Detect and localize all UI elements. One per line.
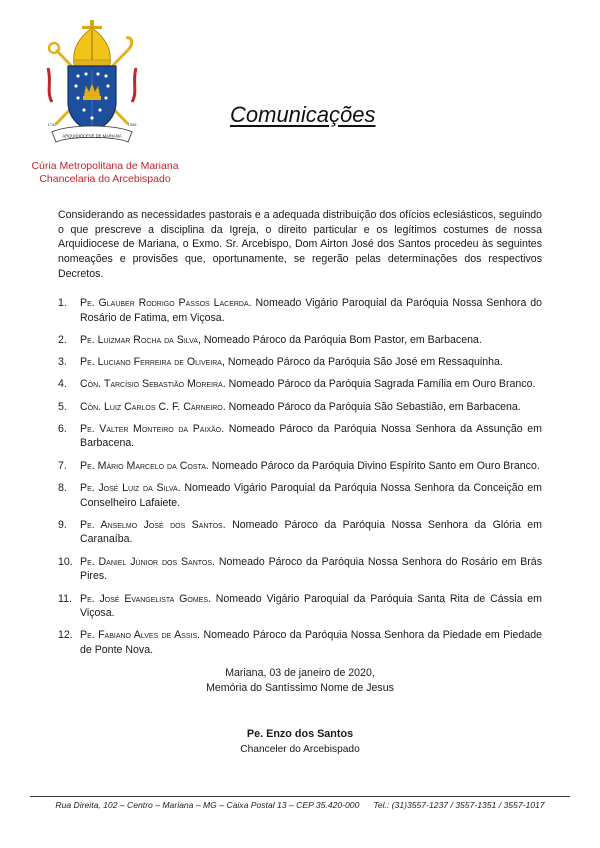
item-number: 2. xyxy=(58,333,67,346)
appointee-name: Pe. Fabiano Alves de Assis xyxy=(80,629,198,642)
intro-paragraph: Considerando as necessidades pastorais e a adequada distribuição dos ofícios eclesiásticos, seguindo o que prescreve a disciplina da Igreja, o direito particular e os legítimos costumes de nossa Arquidiocese de Mariana, o Exmo. Sr. Arcebispo, Dom Airton José dos Santos procedeu às seguintes nomeações e provisões que, oportunamente, se regerão pelas determinações dos respectivos Decretos. xyxy=(58,209,542,280)
item-number: 8. xyxy=(58,481,67,494)
appointee-name: Pe. Valter Monteiro da Paixão xyxy=(80,422,222,435)
appointee-name: Côn. Tarcísio Sebastião Moreira xyxy=(80,378,223,391)
item-number: 9. xyxy=(58,518,67,531)
feast-day: Memória do Santíssimo Nome de Jesus xyxy=(206,682,394,694)
closing-block xyxy=(0,666,600,696)
appointment-text: . Nomeado Vigário Paroquial da Paróquia Santa Rita de Cássia em Viçosa. xyxy=(80,592,542,620)
appointee-name: Pe. Anselmo José dos Santos xyxy=(80,518,223,531)
item-number: 10. xyxy=(58,555,73,568)
item-number: 3. xyxy=(58,356,67,369)
crest-year-left: 1745 xyxy=(47,122,57,127)
appointment-text: . Nomeado Vigário Paroquial da Paróquia Nossa Senhora da Conceição em Conselheiro Lafaiete. xyxy=(80,481,542,509)
list-item xyxy=(58,481,542,510)
list-item xyxy=(58,628,542,657)
appointee-name: Pe. Luizmar Rocha da Silva xyxy=(80,333,198,346)
appointee-name: Pe. José Evangelista Gomes xyxy=(80,592,208,605)
list-item xyxy=(58,555,542,584)
org-line-2: Chancelaria do Arcebispado xyxy=(39,173,171,185)
appointee-name: Pe. José Luiz da Silva xyxy=(80,481,178,494)
appointment-text: . Nomeado Pároco da Paróquia São Sebastião, em Barbacena. xyxy=(222,400,521,413)
org-line-1: Cúria Metropolitana de Mariana xyxy=(31,160,179,172)
appointee-name: Pe. Daniel Júnior dos Santos xyxy=(80,555,213,568)
footer xyxy=(0,800,600,810)
list-item xyxy=(58,459,542,474)
footer-phones: Tel.: (31)3557-1237 / 3557-1351 / 3557-1017 xyxy=(373,800,545,810)
crest-year-right: 1906 xyxy=(127,122,137,127)
appointment-text: . Nomeado Pároco da Paróquia Nossa Senhora da Assunção em Barbacena. xyxy=(80,422,542,450)
list-item xyxy=(58,400,542,415)
appointment-text: . Nomeado Vigário Paroquial da Paróquia Nossa Senhora do Rosário de Fatima, em Viçosa. xyxy=(80,297,542,324)
item-number: 12. xyxy=(58,629,73,642)
organization-name xyxy=(20,160,190,186)
appointment-text: . Nomeado Pároco da Paróquia Divino Espírito Santo em Ouro Branco. xyxy=(205,459,540,472)
appointment-text: , Nomeado Pároco da Paróquia São José em Ressaquinha. xyxy=(221,356,503,369)
appointee-name: Pe. Mário Marcelo da Costa xyxy=(80,459,206,472)
appointee-name: Pe. Luciano Ferreira de Oliveira xyxy=(80,356,222,369)
place-date: Mariana, 03 de janeiro de 2020, xyxy=(225,667,375,679)
archdiocese-crest-logo xyxy=(38,20,146,150)
appointments-list xyxy=(58,296,542,665)
list-item xyxy=(58,422,542,451)
list-item xyxy=(58,377,542,392)
list-item xyxy=(58,355,542,370)
footer-address: Rua Direita, 102 – Centro – Mariana – MG – Caixa Postal 13 – CEP 35.420-000 xyxy=(55,800,360,810)
signer-name: Pe. Enzo dos Santos xyxy=(246,728,354,740)
appointee-name: Côn. Luiz Carlos C. F. Carneiro xyxy=(80,400,223,413)
list-item xyxy=(58,333,542,348)
item-number: 6. xyxy=(58,422,67,435)
signer-role: Chanceler do Arcebispado xyxy=(240,744,360,755)
signature-block xyxy=(0,727,600,757)
appointment-text: . Nomeado Pároco da Paróquia Nossa Senhora do Rosário em Brás Pires. xyxy=(80,555,542,583)
appointment-text: . Nomeado Pároco da Paróquia Sagrada Família em Ouro Branco. xyxy=(222,378,536,391)
list-item xyxy=(58,296,542,325)
appointment-text: . Nomeado Pároco da Paróquia Nossa Senhora da Piedade em Piedade de Ponte Nova. xyxy=(80,629,542,657)
appointee-name: Pe. Glauber Rodrigo Passos Lacerda xyxy=(80,297,249,309)
footer-divider xyxy=(30,796,570,797)
appointment-text: . Nomeado Pároco da Paróquia Nossa Senhora da Glória em Caranaíba. xyxy=(80,518,542,546)
item-number: 4. xyxy=(58,378,67,391)
item-number: 11. xyxy=(58,592,72,605)
list-item xyxy=(58,518,542,547)
document-title: Comunicações xyxy=(230,102,376,127)
item-number: 7. xyxy=(58,459,67,472)
appointment-text: , Nomeado Pároco da Paróquia Bom Pastor, em Barbacena. xyxy=(197,333,482,346)
item-number: 5. xyxy=(58,400,67,413)
list-item xyxy=(58,592,542,621)
item-number: 1. xyxy=(58,297,67,309)
crest-scroll-text: ARQUIDIOCESE DE MARIANA xyxy=(62,133,122,139)
